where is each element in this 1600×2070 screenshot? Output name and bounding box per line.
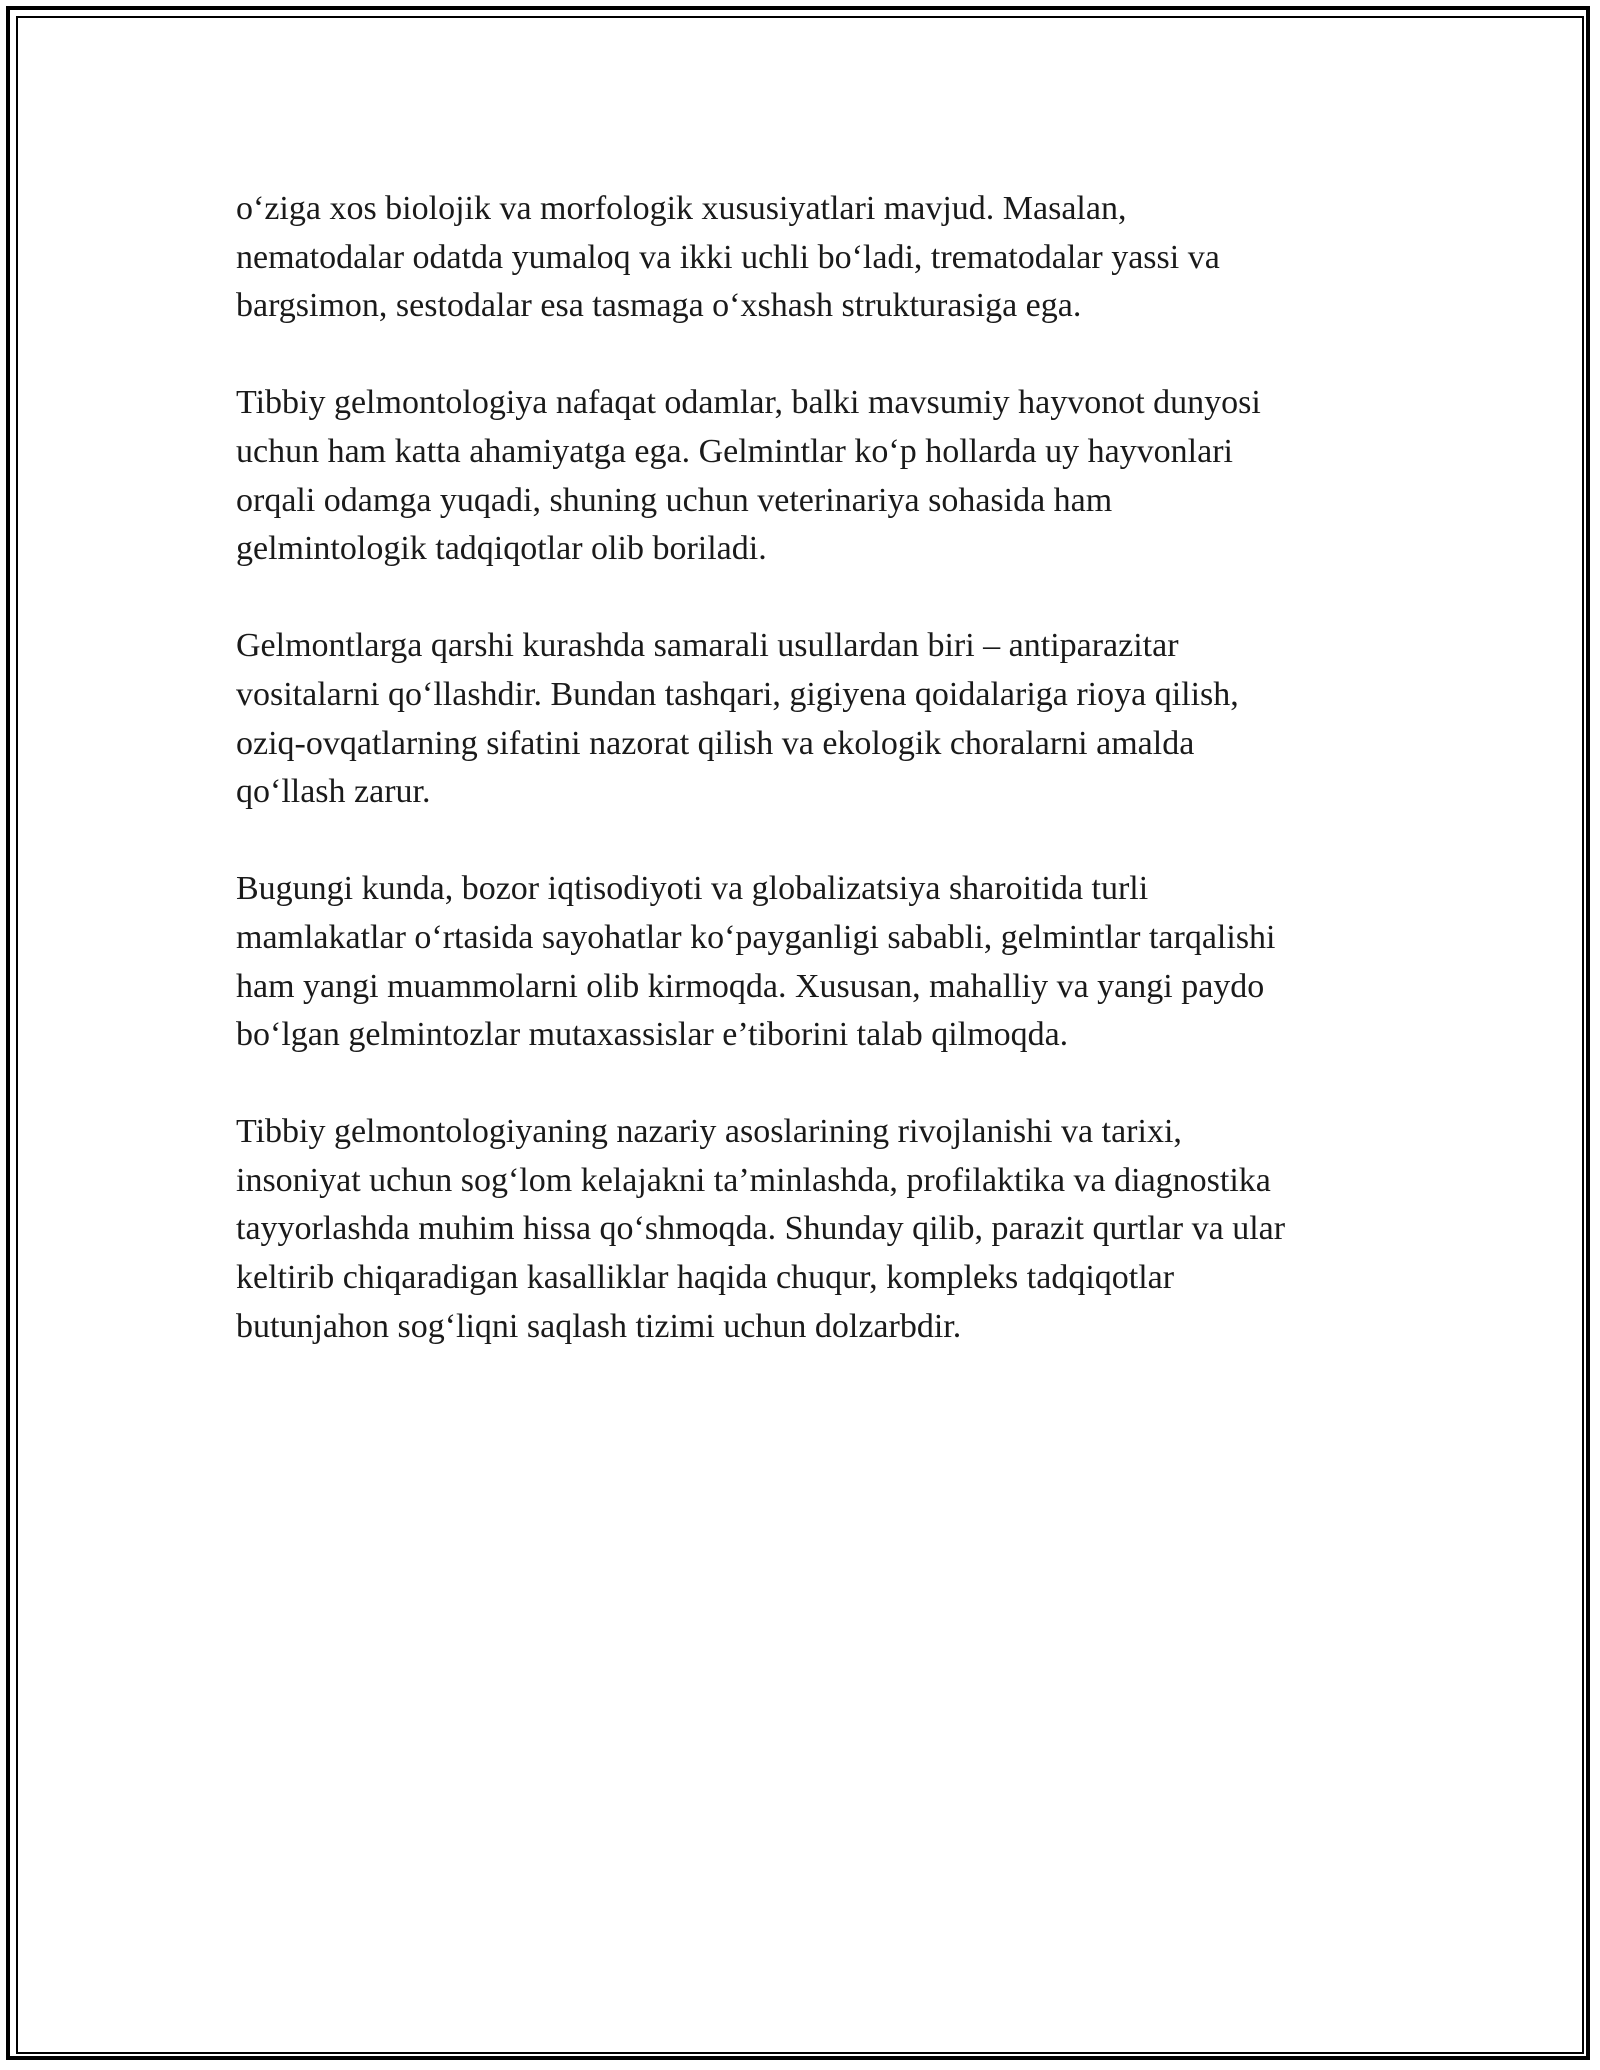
text-line: vositalarni qo‘llashdir. Bundan tashqari, gigiyena qoidalariga rioya qilish, bbox=[236, 675, 1239, 713]
paragraph-4 bbox=[236, 865, 1416, 1059]
text-line: mamlakatlar o‘rtasida sayohatlar ko‘payganligi sababli, gelmintlar tarqalishi bbox=[236, 918, 1276, 956]
text-line: nematodalar odatda yumaloq va ikki uchli bo‘ladi, trematodalar yassi va bbox=[236, 238, 1220, 276]
text-line: Tibbiy gelmontologiya nafaqat odamlar, balki mavsumiy hayvonot dunyosi bbox=[236, 384, 1261, 422]
text-line: bargsimon, sestodalar esa tasmaga o‘xshash strukturasiga ega. bbox=[236, 287, 1082, 325]
text-line: uchun ham katta ahamiyatga ega. Gelmintlar ko‘p hollarda uy hayvonlari bbox=[236, 432, 1233, 470]
text-line: orqali odamga yuqadi, shuning uchun veterinariya sohasida ham bbox=[236, 481, 1113, 519]
text-line: keltirib chiqaradigan kasalliklar haqida chuqur, kompleks tadqiqotlar bbox=[236, 1259, 1175, 1297]
text-line: ham yangi muammolarni olib kirmoqda. Xususan, mahalliy va yangi paydo bbox=[236, 967, 1265, 1005]
paragraph-2 bbox=[236, 379, 1416, 573]
text-line: qo‘llash zarur. bbox=[236, 773, 431, 811]
text-line: gelmintologik tadqiqotlar olib boriladi. bbox=[236, 530, 767, 568]
text-line: insoniyat uchun sog‘lom kelajakni ta’minlashda, profilaktika va diagnostika bbox=[236, 1161, 1271, 1199]
text-line: o‘ziga xos biolojik va morfologik xususiyatlari mavjud. Masalan, bbox=[236, 190, 1127, 227]
text-line: tayyorlashda muhim hissa qo‘shmoqda. Shunday qilib, parazit qurtlar va ular bbox=[236, 1210, 1286, 1248]
paragraph-5 bbox=[236, 1108, 1416, 1351]
text-line: bo‘lgan gelmintozlar mutaxassislar e’tiborini talab qilmoqda. bbox=[236, 1016, 1069, 1054]
paragraph-1 bbox=[236, 185, 1416, 331]
text-line: Tibbiy gelmontologiyaning nazariy asoslarining rivojlanishi va tarixi, bbox=[236, 1113, 1182, 1151]
text-line: oziq-ovqatlarning sifatini nazorat qilish va ekologik choralarni amalda bbox=[236, 724, 1195, 762]
text-line: Bugungi kunda, bozor iqtisodiyoti va globalizatsiya sharoitida turli bbox=[236, 870, 1149, 908]
text-line: Gelmontlarga qarshi kurashda samarali usullardan biri – antiparazitar bbox=[236, 627, 1179, 665]
paragraph-3 bbox=[236, 622, 1416, 816]
document-body bbox=[236, 185, 1416, 1400]
text-line: butunjahon sog‘liqni saqlash tizimi uchun dolzarbdir. bbox=[236, 1307, 962, 1345]
